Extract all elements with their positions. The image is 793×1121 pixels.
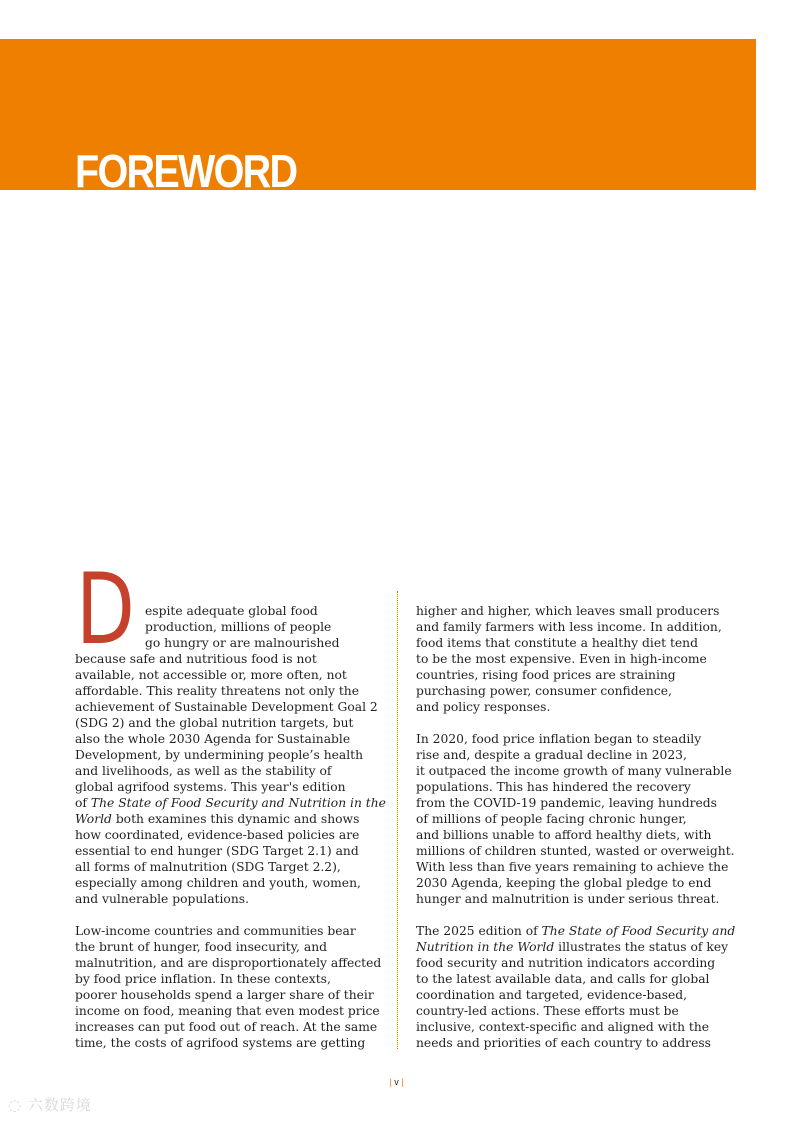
paragraph (75, 923, 380, 1051)
text-line: affordable. This reality threatens not only the (75, 684, 360, 698)
text-line: especially among children and youth, women, (75, 876, 361, 890)
column-divider (397, 591, 398, 1049)
text-line: millions of children stunted, wasted or overweight. (416, 844, 735, 858)
text-line (75, 795, 386, 811)
text-line: higher and higher, which leaves small producers (416, 604, 720, 618)
text-fragment: both examines this dynamic and shows (115, 812, 360, 826)
report-title: The State of Food Security and (541, 924, 736, 938)
text-fragment: of (75, 796, 87, 810)
text-line: production, millions of people (145, 620, 332, 634)
text-line: and policy responses. (416, 700, 551, 714)
text-line: achievement of Sustainable Development Goal 2 (75, 700, 378, 714)
text-line: malnutrition, and are disproportionately affected (75, 956, 382, 970)
text-line: to the latest available data, and calls for global (416, 972, 710, 986)
text-line: of millions of people facing chronic hunger, (416, 812, 687, 826)
text-line: needs and priorities of each country to address (416, 1036, 711, 1050)
text-line: time, the costs of agrifood systems are getting (75, 1036, 366, 1050)
report-title: Nutrition in the World (416, 940, 555, 954)
page-number (0, 1077, 793, 1087)
text-line: and vulnerable populations. (75, 892, 249, 906)
text-line (75, 811, 380, 827)
text-line: global agrifood systems. This year's edition (75, 780, 346, 794)
text-line: to be the most expensive. Even in high-income (416, 652, 707, 666)
text-fragment: illustrates the status of key (558, 940, 729, 954)
text-line: poorer households spend a larger share of their (75, 988, 374, 1002)
page-number-value: v (394, 1077, 399, 1087)
text-line: by food price inflation. In these contexts, (75, 972, 331, 986)
folio-bar: | (389, 1077, 392, 1087)
text-line: go hungry or are malnourished (145, 636, 340, 650)
text-line: it outpaced the income growth of many vulnerable (416, 764, 732, 778)
text-line: (SDG 2) and the global nutrition targets, but (75, 716, 354, 730)
paragraph (416, 923, 736, 1051)
text-line: increases can put food out of reach. At the same (75, 1020, 378, 1034)
text-line: because safe and nutritious food is not (75, 652, 317, 666)
folio-bar: | (401, 1077, 404, 1087)
text-line: essential to end hunger (SDG Target 2.1) and (75, 844, 359, 858)
text-line: income on food, meaning that even modest price (75, 1004, 380, 1018)
watermark (8, 1094, 92, 1115)
text-line: Development, by undermining people’s health (75, 748, 364, 762)
text-line: the brunt of hunger, food insecurity, and (75, 940, 327, 954)
text-line: country-led actions. These efforts must be (416, 1004, 679, 1018)
text-line: and billions unable to afford healthy diets, with (416, 828, 712, 842)
text-line: Low-income countries and communities bear (75, 924, 356, 938)
text-line: inclusive, context-specific and aligned with the (416, 1020, 710, 1034)
text-line: hunger and malnutrition is under serious threat. (416, 892, 720, 906)
text-line: purchasing power, consumer confidence, (416, 684, 672, 698)
text-line (416, 939, 729, 955)
text-line: from the COVID-19 pandemic, leaving hundreds (416, 796, 717, 810)
left-column (75, 603, 386, 1051)
paragraph (416, 731, 735, 907)
watermark-text: 六数跨境 (27, 1096, 92, 1114)
text-line: and livelihoods, as well as the stability of (75, 764, 332, 778)
watermark-logo-icon: ◌ (8, 1096, 23, 1114)
paragraph (416, 603, 726, 715)
text-line: rise and, despite a gradual decline in 2023, (416, 748, 687, 762)
right-column (416, 603, 736, 1051)
paragraph (75, 603, 386, 907)
text-line: available, not accessible or, more often, not (75, 668, 347, 682)
text-fragment: The 2025 edition of (416, 924, 538, 938)
text-line: how coordinated, evidence-based policies are (75, 828, 360, 842)
text-line: also the whole 2030 Agenda for Sustainable (75, 732, 351, 746)
text-line: With less than five years remaining to achieve the (416, 860, 729, 874)
text-line: espite adequate global food (145, 604, 318, 618)
text-line: countries, rising food prices are straining (416, 668, 676, 682)
text-line: all forms of malnutrition (SDG Target 2.2), (75, 860, 341, 874)
page-title: FOREWORD (75, 145, 297, 197)
text-line: In 2020, food price inflation began to steadily (416, 732, 702, 746)
text-line (416, 923, 736, 939)
text-line: 2030 Agenda, keeping the global pledge to end (416, 876, 712, 890)
drop-cap: D (76, 553, 135, 667)
text-line: coordination and targeted, evidence-based, (416, 988, 688, 1002)
text-line: populations. This has hindered the recovery (416, 780, 691, 794)
text-line: and family farmers with less income. In addition, (416, 620, 722, 634)
report-title: The State of Food Security and Nutrition in the (90, 796, 386, 810)
text-line: food items that constitute a healthy diet tend (416, 636, 698, 650)
report-title: World (75, 812, 112, 826)
text-line: food security and nutrition indicators according (416, 956, 716, 970)
